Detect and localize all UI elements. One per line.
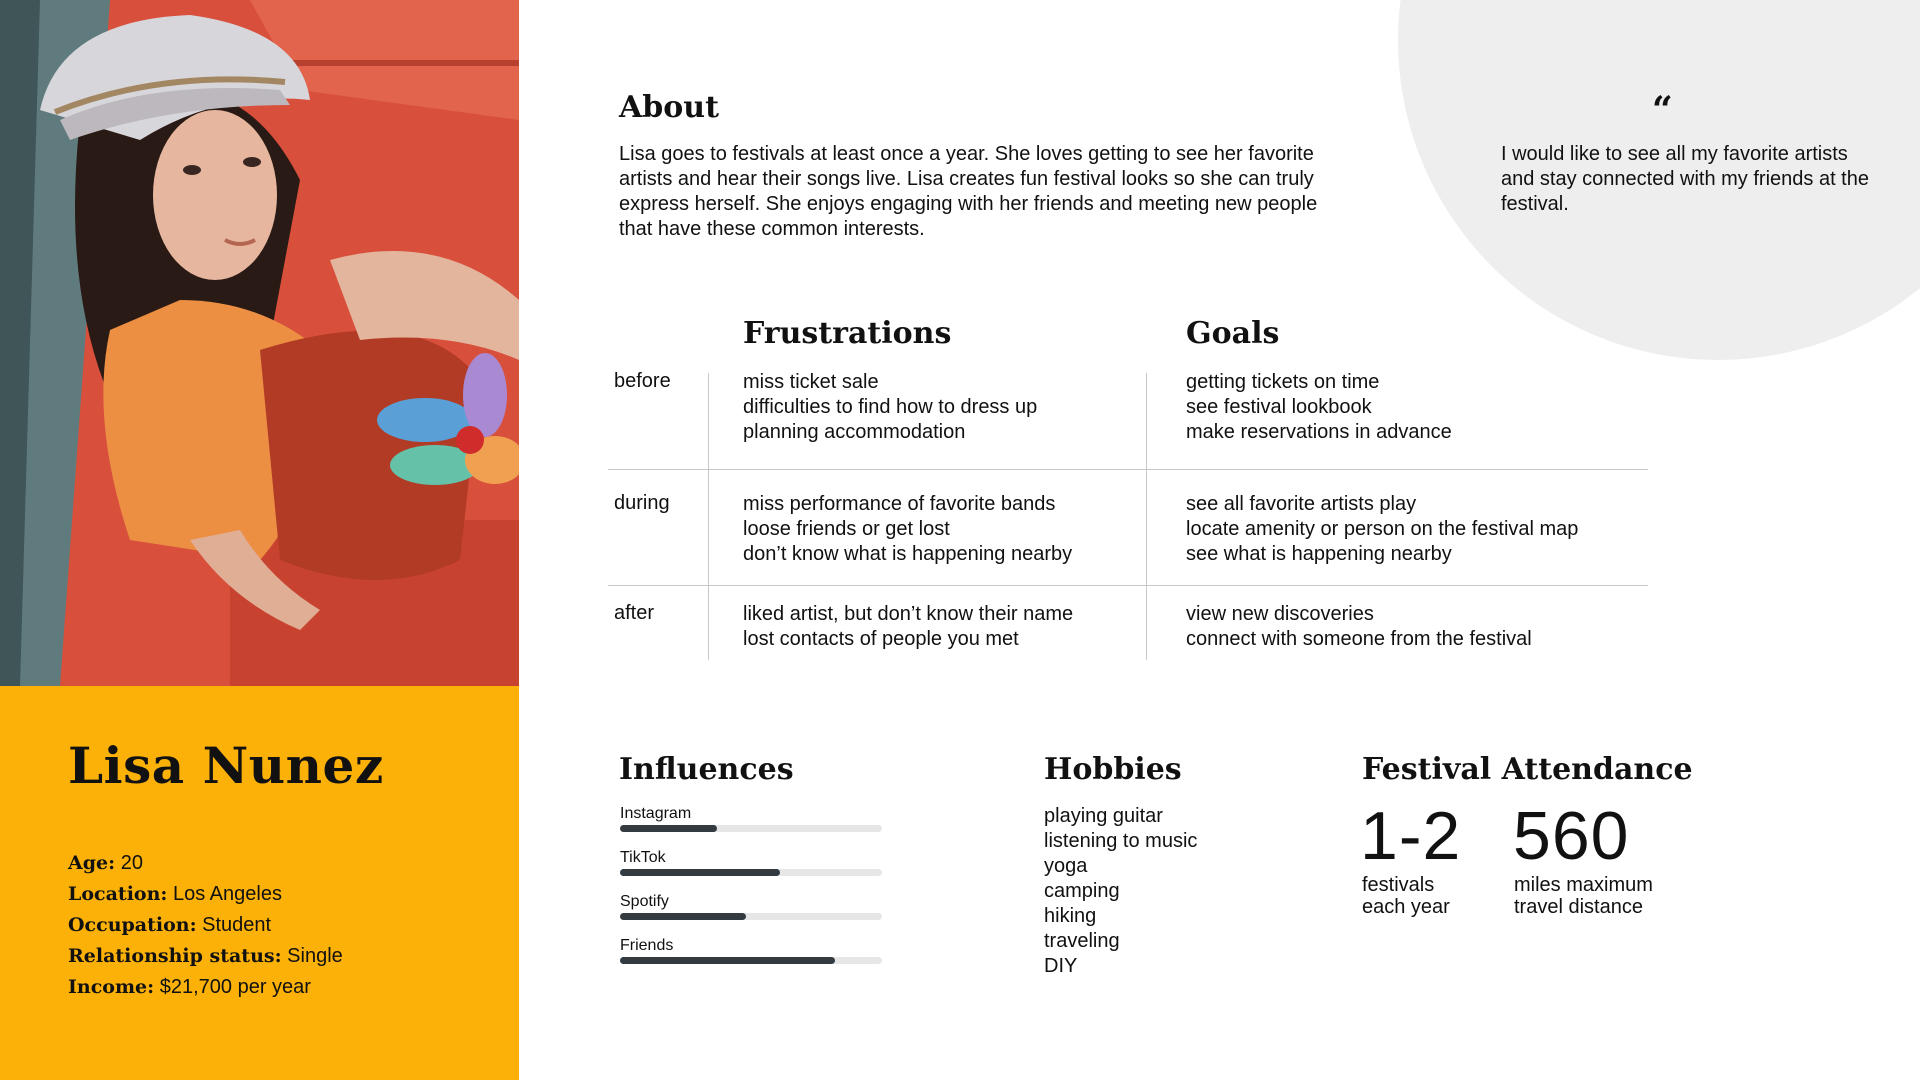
frustrations-before [743, 370, 1037, 445]
goals-after [1186, 602, 1532, 652]
list-item: playing guitar [1044, 805, 1163, 827]
list-item: traveling [1044, 930, 1120, 952]
frustrations-during [743, 492, 1072, 567]
influence-label: TikTok [620, 849, 666, 866]
hobbies-list [1044, 804, 1197, 979]
list-item: miss performance of favorite bands [743, 493, 1056, 515]
row-label-before: before [614, 370, 671, 392]
stat-miles-value: 560 [1513, 798, 1630, 874]
list-item: locate amenity or person on the festival map [1186, 518, 1579, 540]
quote-mark-icon: “ [1652, 89, 1673, 131]
influence-bar [620, 825, 717, 832]
influence-friends [620, 937, 882, 964]
row-label-during: during [614, 492, 670, 514]
profile-panel [0, 686, 519, 1080]
quote-text: I would like to see all my favorite artists and stay connected with my friends at the festival. [1501, 143, 1869, 215]
fact-location: Location: Los Angeles [68, 883, 282, 905]
list-item: don’t know what is happening nearby [743, 543, 1073, 565]
list-item: yoga [1044, 855, 1088, 877]
about-text: Lisa goes to festivals at least once a year. She loves getting to see her favorite artists and hear their songs live. Lisa creates fun festival looks so she can truly express herself. She enjoys engaging with her friends and meeting new people that have these common interests. [619, 143, 1318, 240]
fact-relationship: Relationship status: Single [68, 945, 343, 967]
list-item: see festival lookbook [1186, 396, 1372, 418]
row-label-after: after [614, 602, 655, 624]
influence-track [620, 825, 882, 832]
list-item: liked artist, but don’t know their name [743, 603, 1074, 625]
table-divider-1 [708, 373, 709, 660]
about-title: About [619, 90, 719, 125]
list-item: difficulties to find how to dress up [743, 396, 1038, 418]
stat-festivals-value: 1-2 [1360, 798, 1462, 874]
frustrations-after [743, 602, 1073, 652]
list-item: see all favorite artists play [1186, 493, 1417, 515]
fact-income: Income: $21,700 per year [68, 976, 311, 998]
influence-tiktok [620, 849, 882, 876]
goals-title: Goals [1186, 316, 1280, 351]
persona-photo [0, 0, 519, 686]
fact-age: Age: 20 [68, 852, 143, 874]
list-item: getting tickets on time [1186, 371, 1380, 393]
attendance-title: Festival Attendance [1362, 752, 1693, 787]
table-divider-2 [1146, 373, 1147, 660]
influence-track [620, 913, 882, 920]
fact-occupation: Occupation: Student [68, 914, 272, 936]
goals-before [1186, 370, 1452, 445]
influence-label: Instagram [620, 805, 692, 822]
list-item: lost contacts of people you met [743, 628, 1019, 650]
list-item: loose friends or get lost [743, 518, 950, 540]
table-row-divider-2 [608, 585, 1648, 586]
stat-festivals-caption: festivals each year [1362, 874, 1450, 918]
list-item: camping [1044, 880, 1120, 902]
influence-spotify [620, 893, 882, 920]
list-item: miss ticket sale [743, 371, 879, 393]
influence-bar [620, 869, 780, 876]
list-item: view new discoveries [1186, 603, 1374, 625]
frustrations-title: Frustrations [743, 316, 952, 351]
influence-bar [620, 957, 835, 964]
list-item: see what is happening nearby [1186, 543, 1452, 565]
list-item: listening to music [1044, 830, 1198, 852]
goals-during [1186, 492, 1578, 567]
influence-track [620, 869, 882, 876]
influence-instagram [620, 805, 882, 832]
list-item: connect with someone from the festival [1186, 628, 1532, 650]
influences-title: Influences [619, 752, 794, 787]
persona-facts [68, 848, 343, 1003]
table-row-divider-1 [608, 469, 1648, 470]
influence-track [620, 957, 882, 964]
hobbies-title: Hobbies [1044, 752, 1182, 787]
influence-label: Spotify [620, 893, 669, 910]
list-item: make reservations in advance [1186, 421, 1452, 443]
list-item: DIY [1044, 955, 1078, 977]
influence-bar [620, 913, 746, 920]
persona-name: Lisa Nunez [68, 736, 384, 795]
list-item: planning accommodation [743, 421, 966, 443]
influence-label: Friends [620, 937, 674, 954]
list-item: hiking [1044, 905, 1097, 927]
stat-miles-caption: miles maximum travel distance [1514, 874, 1653, 918]
